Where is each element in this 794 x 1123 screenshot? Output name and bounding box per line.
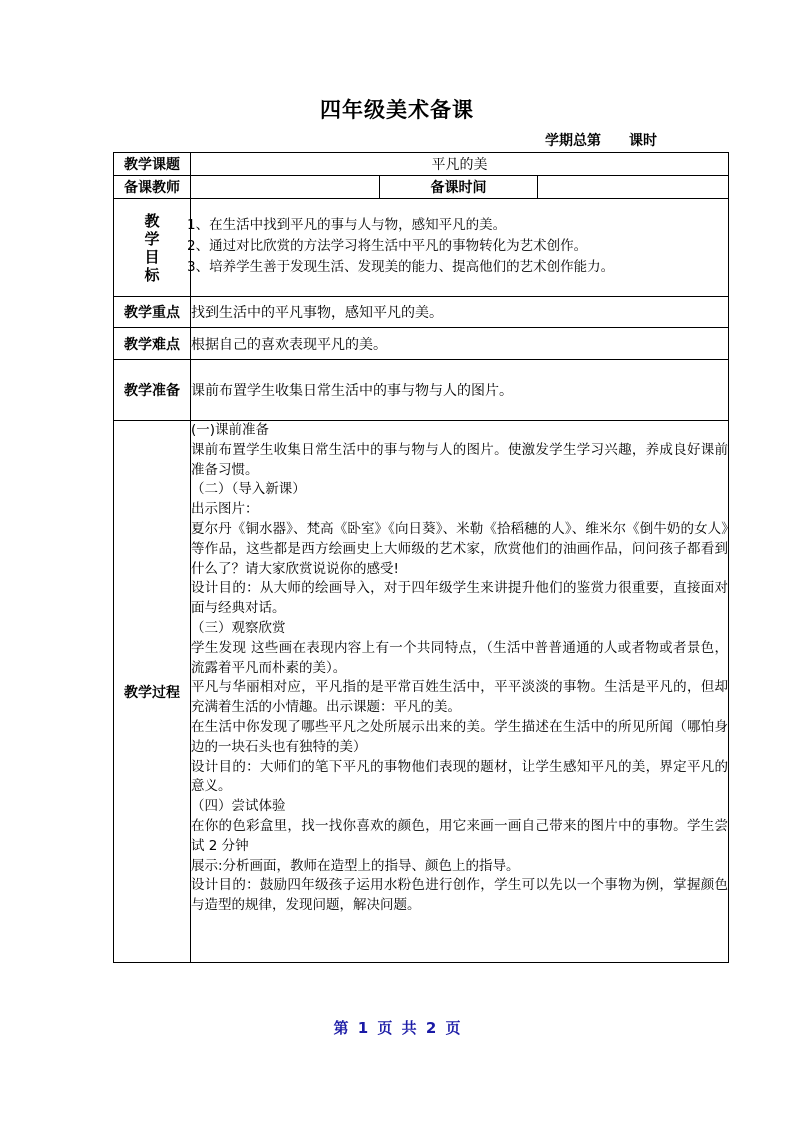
lesson-plan-table: [113, 152, 729, 963]
topic-value: 平凡的美: [191, 153, 729, 176]
process-line: 出示图片：: [191, 501, 259, 518]
goals-label-char: 标: [144, 265, 160, 284]
process-line: （四）尝试体验: [191, 798, 286, 815]
process-line: 在你的色彩盒里，找一找你喜欢的颜色，用它来画一画自己带来的图片中的事物。学生尝试 2 分钟: [191, 817, 728, 854]
process-line: 在生活中你发现了哪些平凡之处所展示出来的美。学生描述在生活中的所见所闻（哪怕身边的一块石头也有独特的美）: [191, 718, 728, 755]
focus-label: 教学重点: [114, 297, 191, 328]
row-preparation: [114, 360, 729, 421]
term-lesson-count: 学期总第 课时: [545, 133, 657, 149]
process-line: 课前布置学生收集日常生活中的事与物与人的图片。使激发学生学习兴趣，养成良好课前准备习惯。: [191, 441, 728, 478]
row-goals: [114, 199, 729, 297]
process-line: （三）观察欣赏: [191, 619, 286, 636]
row-focus: [114, 297, 729, 328]
process-line: (一)课前准备: [191, 422, 270, 438]
focus-value: 找到生活中的平凡事物，感知平凡的美。: [191, 297, 729, 328]
row-difficulty: [114, 328, 729, 360]
teacher-label: 备课教师: [114, 176, 191, 199]
prep-time-label: 备课时间: [380, 176, 538, 199]
goals-label-char: 目: [144, 247, 160, 266]
row-teacher: [114, 176, 729, 199]
page-footer: 第 1 页 共 2 页: [333, 1019, 461, 1037]
teacher-value: [191, 176, 380, 199]
goal-item: 1、在生活中找到平凡的事与人与物，感知平凡的美。: [187, 217, 507, 233]
goal-item: 2、通过对比欣赏的方法学习将生活中平凡的事物转化为艺术创作。: [187, 238, 588, 254]
prep-time-value: [538, 176, 729, 199]
process-line: （二）（导入新课）: [191, 481, 306, 498]
process-line: 设计目的：鼓励四年级孩子运用水粉色进行创作，学生可以先以一个事物为例，掌握颜色与造型的规律，发现问题，解决问题。: [191, 877, 728, 914]
goals-label-char: 教: [144, 211, 160, 230]
process-content: [191, 421, 729, 963]
document-title: 四年级美术备课: [320, 98, 474, 122]
difficulty-label: 教学难点: [114, 328, 191, 360]
goal-item: 3、培养学生善于发现生活、发现美的能力、提高他们的艺术创作能力。: [187, 259, 615, 275]
process-line: 设计目的：从大师的绘画导入，对于四年级学生来讲提升他们的鉴赏力很重要，直接面对面与经典对话。: [191, 580, 728, 617]
process-line: 平凡与华丽相对应，平凡指的是平常百姓生活中，平平淡淡的事物。生活是平凡的，但却充满着生活的小情趣。出示课题：平凡的美。: [191, 679, 728, 716]
process-line: 学生发现 这些画在表现内容上有一个共同特点，（生活中普普通通的人或者物或者景色，流露着平凡而朴素的美）。: [191, 639, 728, 676]
goals-list: [187, 199, 729, 297]
goals-label: [114, 199, 191, 297]
goals-label-char: 学: [144, 229, 160, 248]
row-topic: [114, 153, 729, 176]
topic-label: 教学课题: [114, 153, 191, 176]
difficulty-value: 根据自己的喜欢表现平凡的美。: [191, 328, 729, 360]
row-process: [114, 421, 729, 963]
process-line: 展示:分析画面，教师在造型上的指导、颜色上的指导。: [191, 857, 520, 874]
preparation-value: 课前布置学生收集日常生活中的事与物与人的图片。: [191, 360, 729, 421]
process-label: 教学过程: [114, 421, 191, 963]
process-line: 夏尔丹《铜水器》、梵高《卧室》《向日葵》、米勒《拾稻穗的人》、维米尔《倒牛奶的女人》等作品，这些都是西方绘画史上大师级的艺术家，欣赏他们的油画作品，问问孩子都看到什么了？请大家欣赏说说你的感受!: [191, 520, 728, 577]
process-line: 设计目的：大师们的笔下平凡的事物他们表现的题材，让学生感知平凡的美，界定平凡的意义。: [191, 758, 728, 795]
preparation-label: 教学准备: [114, 360, 191, 421]
